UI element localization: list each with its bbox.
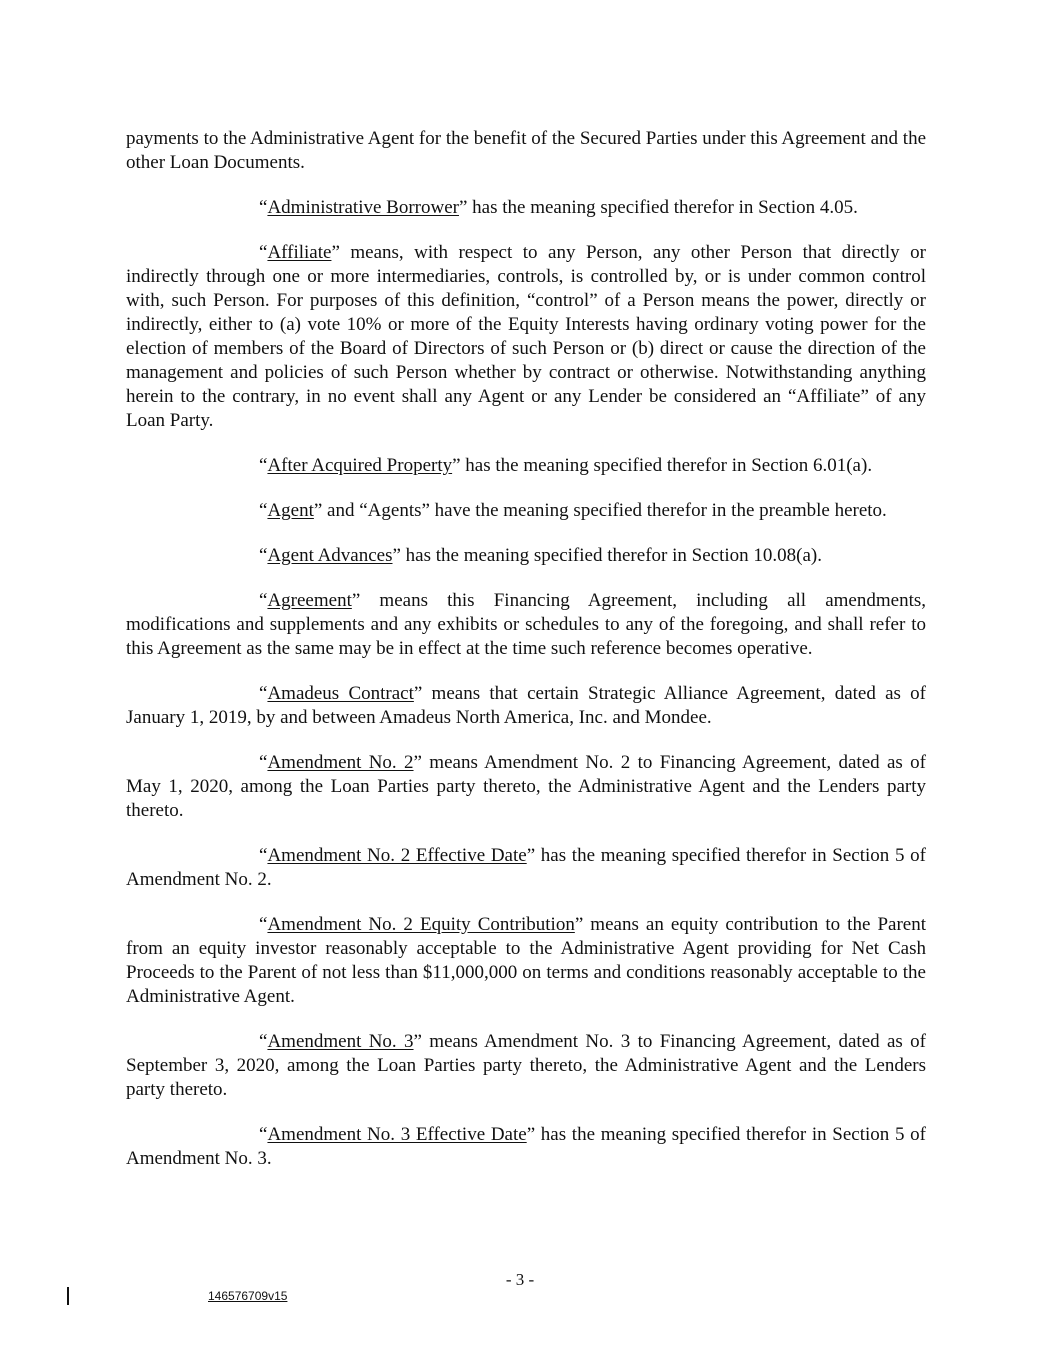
- definition-paragraph: [126, 589, 926, 661]
- definition-paragraph: [126, 1123, 926, 1171]
- definition-text: ” means an equity contribution to the Parent from an equity investor reasonably acceptable to the Administrative Agent providing for Net Cash Proceeds to the Parent of not less than $11,000,000 on terms and conditions reasonably acceptable to the Administrative Agent.: [126, 914, 926, 1007]
- definition-paragraph: [126, 682, 926, 730]
- defined-term: Amendment No. 2 Equity Contribution: [267, 914, 575, 935]
- definition-text: ” has the meaning specified therefor in Section 5 of Amendment No. 3.: [126, 1124, 926, 1169]
- definition-paragraph: [126, 751, 926, 823]
- defined-term: Agreement: [267, 590, 352, 611]
- definition-paragraph: [126, 454, 926, 478]
- open-quote: “: [259, 752, 268, 773]
- defined-term: Amendment No. 2 Effective Date: [267, 845, 527, 866]
- defined-term: Amendment No. 2: [267, 752, 414, 773]
- continuation-paragraph: payments to the Administrative Agent for the benefit of the Secured Parties under this Agreement and the other Loan Documents.: [126, 128, 926, 173]
- open-quote: “: [259, 197, 268, 218]
- definition-text: ” has the meaning specified therefor in Section 10.08(a).: [392, 545, 822, 566]
- defined-term: Amendment No. 3: [267, 1031, 414, 1052]
- definition-text: ” means this Financing Agreement, including all amendments, modifications and supplements and any exhibits or schedules to any of the foregoing, and shall refer to this Agreement as the same may be in effect at the time such reference becomes operative.: [126, 590, 926, 659]
- definition-paragraph: [126, 196, 926, 220]
- document-body: [126, 127, 926, 1192]
- defined-term: Administrative Borrower: [267, 197, 459, 218]
- open-quote: “: [259, 914, 268, 935]
- definition-text: ” and “Agents” have the meaning specified therefor in the preamble hereto.: [313, 500, 887, 521]
- definition-paragraph: [126, 844, 926, 892]
- definition-text: ” means, with respect to any Person, any other Person that directly or indirectly through one or more intermediaries, controls, is controlled by, or is under common control with, such Person. For purposes of this definition, “control” of a Person means the power, directly or indirectly, either to (a) vote 10% or more of the Equity Interests having ordinary voting power for the election of members of the Board of Directors of such Person or (b) direct or cause the direction of the management and policies of such Person whether by contract or otherwise. Notwithstanding anything herein to the contrary, in no event shall any Agent or any Lender be considered an “Affiliate” of any Loan Party.: [126, 242, 926, 431]
- open-quote: “: [259, 545, 268, 566]
- definition-text: ” means Amendment No. 2 to Financing Agreement, dated as of May 1, 2020, among the Loan Parties party thereto, the Administrative Agent and the Lenders party thereto.: [126, 752, 926, 821]
- page-number: - 3 -: [505, 1270, 535, 1289]
- open-quote: “: [259, 845, 268, 866]
- definition-text: ” has the meaning specified therefor in Section 6.01(a).: [452, 455, 873, 476]
- defined-term: Agent Advances: [267, 545, 393, 566]
- definition-paragraph: [126, 241, 926, 433]
- open-quote: “: [259, 683, 268, 704]
- definition-paragraph: [126, 544, 926, 568]
- defined-term: Affiliate: [267, 242, 332, 263]
- document-id: 146576709v15: [208, 1289, 288, 1303]
- definition-paragraph: [126, 1030, 926, 1102]
- definition-text: ” means that certain Strategic Alliance Agreement, dated as of January 1, 2019, by and between Amadeus North America, Inc. and Mondee.: [126, 683, 926, 728]
- open-quote: “: [259, 1124, 268, 1145]
- open-quote: “: [259, 500, 268, 521]
- definition-text: ” has the meaning specified therefor in Section 4.05.: [458, 197, 858, 218]
- open-quote: “: [259, 242, 268, 263]
- defined-term: After Acquired Property: [267, 455, 453, 476]
- definition-text: ” means Amendment No. 3 to Financing Agreement, dated as of September 3, 2020, among the Loan Parties party thereto, the Administrative Agent and the Lenders party thereto.: [126, 1031, 926, 1100]
- defined-term: Amadeus Contract: [267, 683, 414, 704]
- open-quote: “: [259, 1031, 268, 1052]
- definition-paragraph: [126, 499, 926, 523]
- definition-paragraph: [126, 913, 926, 1009]
- open-quote: “: [259, 590, 268, 611]
- open-quote: “: [259, 455, 268, 476]
- defined-term: Amendment No. 3 Effective Date: [267, 1124, 527, 1145]
- revision-bar: [67, 1287, 69, 1305]
- defined-term: Agent: [267, 500, 314, 521]
- definition-text: ” has the meaning specified therefor in Section 5 of Amendment No. 2.: [126, 845, 926, 890]
